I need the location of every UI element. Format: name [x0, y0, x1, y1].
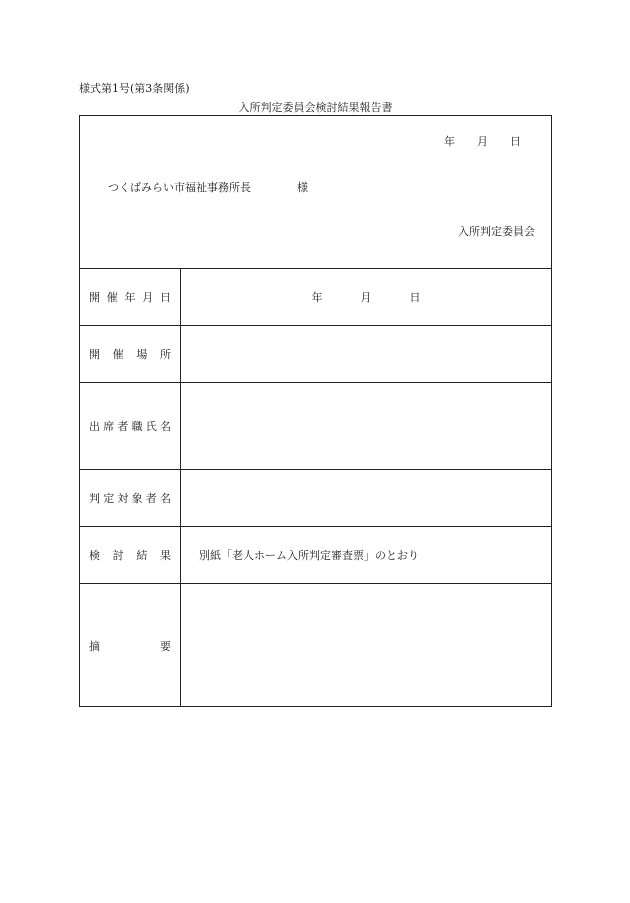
date-month-label: 月: [477, 135, 488, 148]
sender-committee: 入所判定委員会: [458, 225, 535, 238]
form-number: 様式第1号(第3条関係): [79, 82, 190, 95]
row-remarks: [80, 583, 551, 707]
meeting-date-field[interactable]: [181, 269, 551, 325]
meeting-year-label: 年: [311, 291, 323, 304]
row-subject-name: [80, 469, 551, 526]
meeting-day-label: 日: [409, 291, 421, 304]
document-title: 入所判定委員会検討結果報告書: [238, 101, 393, 114]
addressee: [108, 179, 308, 195]
form-header: [80, 116, 551, 268]
date-day-label: 日: [510, 135, 521, 148]
row-label: 検討結果: [80, 527, 181, 583]
row-meeting-date: [80, 268, 551, 325]
subject-name-field[interactable]: [181, 470, 551, 526]
row-review-result: [80, 526, 551, 583]
row-meeting-place: [80, 325, 551, 382]
meeting-month-label: 月: [360, 291, 372, 304]
remarks-field[interactable]: [181, 584, 551, 707]
row-label: 判定対象者名: [80, 470, 181, 526]
report-form: [79, 115, 552, 707]
row-label: 開催場所: [80, 326, 181, 382]
attendees-field[interactable]: [181, 383, 551, 469]
addressee-name: つくばみらい市福祉事務所長: [108, 181, 251, 194]
row-label: 摘要: [80, 584, 181, 707]
row-attendees: [80, 382, 551, 469]
meeting-place-field[interactable]: [181, 326, 551, 382]
row-label: 開催年月日: [80, 269, 181, 325]
addressee-honorific: 様: [297, 181, 308, 194]
date-year-label: 年: [444, 135, 455, 148]
report-date: [444, 133, 521, 149]
row-label: 出席者職氏名: [80, 383, 181, 469]
review-result-field[interactable]: 別紙「老人ホーム入所判定審査票」のとおり: [199, 549, 419, 562]
